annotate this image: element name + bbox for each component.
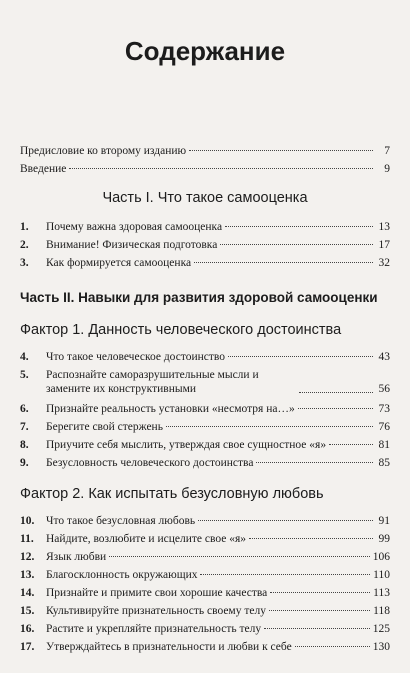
entry-number: 8. — [20, 439, 29, 451]
entry-label: Внимание! Физическая подготовка — [46, 239, 218, 251]
dot-leader — [295, 646, 370, 647]
factor-heading-1: Фактор 1. Данность человеческого достоинства — [20, 322, 342, 338]
entry-number: 14. — [20, 587, 35, 599]
entry-label: Как формируется самооценка — [46, 257, 192, 269]
dot-leader — [200, 574, 370, 575]
dot-leader — [198, 520, 373, 521]
dot-leader — [269, 610, 370, 611]
entry-label: Берегите свой стержень — [46, 421, 163, 433]
toc-entry — [20, 238, 390, 252]
toc-entry — [20, 420, 390, 434]
entry-label: Что такое человеческое достоинство — [46, 351, 225, 363]
entry-label: Культивируйте признательность своему телу — [46, 605, 266, 617]
toc-entry — [20, 550, 390, 564]
dot-leader — [225, 226, 373, 227]
toc-entry — [20, 622, 390, 636]
entry-page: 91 — [378, 515, 390, 527]
toc-entry — [20, 604, 390, 618]
dot-leader — [270, 592, 370, 593]
entry-page: 17 — [378, 239, 390, 251]
entry-label: Введение — [20, 163, 67, 175]
entry-number: 12. — [20, 551, 35, 563]
entry-label: Язык любви — [46, 551, 107, 563]
entry-page: 110 — [373, 569, 390, 581]
toc-entry — [20, 350, 390, 364]
entry-number: 15. — [20, 605, 35, 617]
entry-page: 13 — [378, 221, 390, 233]
entry-number: 3. — [20, 257, 29, 269]
dot-leader — [220, 244, 373, 245]
toc-entry — [20, 402, 390, 416]
entry-page: 125 — [372, 623, 390, 635]
entry-number: 4. — [20, 351, 29, 363]
entry-page: 56 — [378, 383, 390, 395]
dot-leader — [194, 262, 373, 263]
toc-entry — [20, 514, 390, 528]
part-heading-1: Часть I. Что такое самооценка — [102, 190, 308, 206]
entry-page: 43 — [378, 351, 390, 363]
entry-number: 13. — [20, 569, 35, 581]
entry-label: Безусловность человеческого достоинства — [46, 457, 254, 469]
dot-leader — [109, 556, 370, 557]
entry-number: 6. — [20, 403, 29, 415]
entry-number: 7. — [20, 421, 29, 433]
entry-label: Распознайте саморазрушительные мысли и замените их конструктивными — [46, 369, 259, 395]
entry-number: 2. — [20, 239, 29, 251]
dot-leader — [166, 426, 373, 427]
dot-leader — [228, 356, 373, 357]
entry-page: 73 — [378, 403, 390, 415]
entry-label: Признайте и примите свои хорошие качества — [46, 587, 268, 599]
entry-page: 113 — [373, 587, 390, 599]
entry-label: Приучите себя мыслить, утверждая свое сущностное «я» — [46, 439, 327, 451]
entry-page: 76 — [378, 421, 390, 433]
part-heading-2: Часть II. Навыки для развития здоровой самооценки — [20, 290, 378, 305]
toc-entry — [20, 586, 390, 600]
toc-entry — [20, 256, 390, 270]
entry-label: Утверждайтесь в признательности и любви к себе — [46, 641, 292, 653]
toc-entry-introduction — [20, 162, 390, 176]
factor-heading-2: Фактор 2. Как испытать безусловную любовь — [20, 486, 324, 502]
entry-page: 130 — [372, 641, 390, 653]
dot-leader — [249, 538, 373, 539]
entry-page: 85 — [378, 457, 390, 469]
entry-label: Что такое безусловная любовь — [46, 515, 196, 527]
entry-label: Найдите, возлюбите и исцелите свое «я» — [46, 533, 246, 545]
entry-label: Растите и укрепляйте признательность телу — [46, 623, 262, 635]
toc-entry — [20, 438, 390, 452]
entry-number: 17. — [20, 641, 35, 653]
entry-page: 99 — [378, 533, 390, 545]
dot-leader — [69, 168, 373, 169]
entry-label: Почему важна здоровая самооценка — [46, 221, 223, 233]
toc-entry — [20, 640, 390, 654]
toc-entry-preface — [20, 144, 390, 158]
entry-label: Признайте реальность установки «несмотря на…» — [46, 403, 295, 415]
entry-page: 81 — [378, 439, 390, 451]
dot-leader — [299, 392, 373, 393]
entry-page: 32 — [378, 257, 390, 269]
entry-number: 10. — [20, 515, 35, 527]
entry-page: 9 — [384, 163, 390, 175]
entry-page: 118 — [373, 605, 390, 617]
dot-leader — [189, 150, 373, 151]
toc-entry — [20, 532, 390, 546]
toc-entry — [20, 368, 390, 396]
dot-leader — [256, 462, 373, 463]
dot-leader — [298, 408, 373, 409]
entry-number: 11. — [20, 533, 34, 545]
entry-page: 7 — [384, 145, 390, 157]
dot-leader — [264, 628, 370, 629]
entry-label: Предисловие ко второму изданию — [20, 145, 187, 157]
toc-entry — [20, 456, 390, 470]
page-title: Содержание — [124, 36, 286, 66]
toc-entry — [20, 220, 390, 234]
entry-number: 5. — [20, 369, 29, 381]
toc-entry — [20, 568, 390, 582]
entry-number: 1. — [20, 221, 29, 233]
entry-label: Благосклонность окружающих — [46, 569, 198, 581]
entry-page: 106 — [372, 551, 390, 563]
dot-leader — [329, 444, 373, 445]
entry-number: 16. — [20, 623, 35, 635]
entry-number: 9. — [20, 457, 29, 469]
